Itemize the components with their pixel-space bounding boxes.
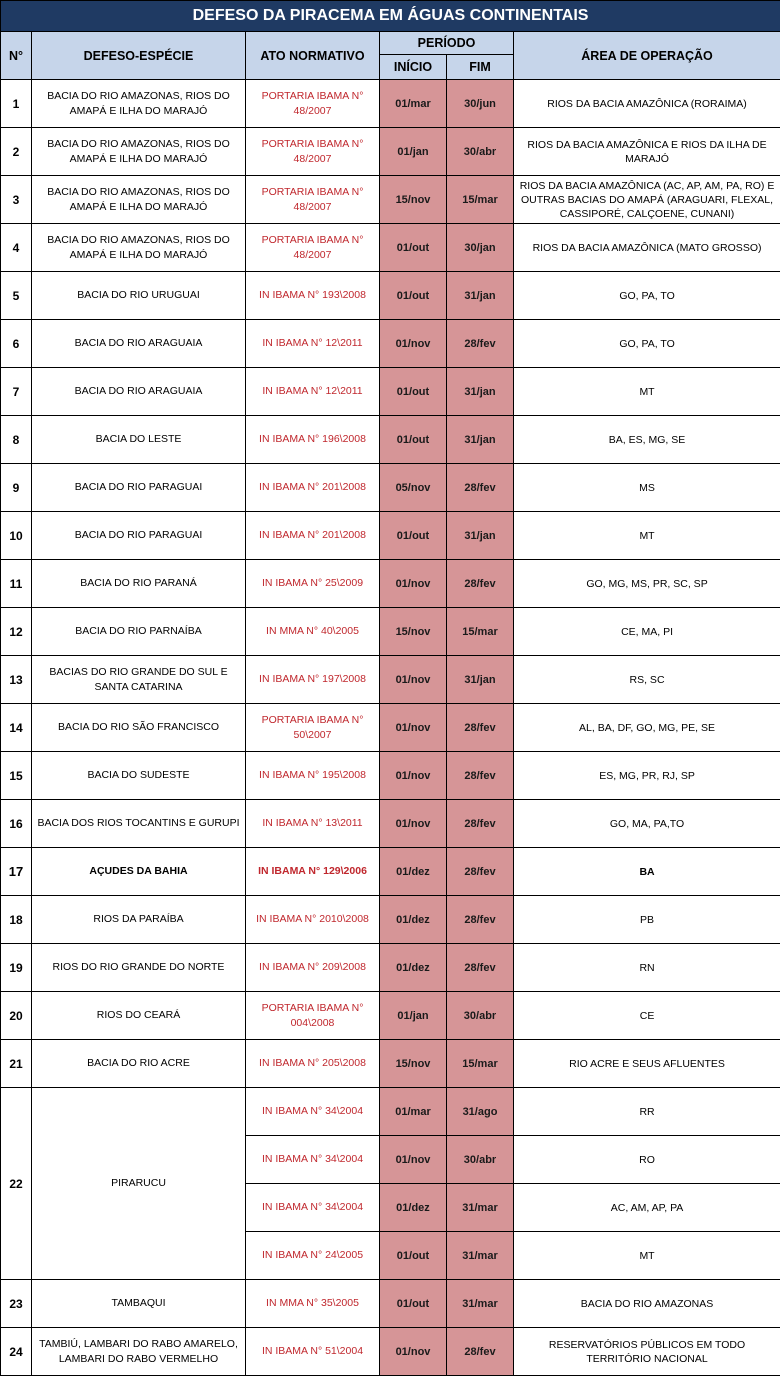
row-area: RESERVATÓRIOS PÚBLICOS EM TODO TERRITÓRIO NACIONAL <box>514 1328 780 1376</box>
row-ato-normativo: IN IBAMA N° 201\2008 <box>246 512 380 560</box>
row-fim: 31/ago <box>447 1088 514 1136</box>
row-ato-normativo: IN IBAMA N° 34\2004 <box>246 1136 380 1184</box>
table-row <box>1 992 780 1040</box>
row-ato-normativo: IN IBAMA N° 205\2008 <box>246 1040 380 1088</box>
row-especie: BACIA DO SUDESTE <box>32 752 246 800</box>
table-row <box>1 368 780 416</box>
row-inicio: 01/mar <box>380 80 447 128</box>
row-number: 4 <box>1 224 32 272</box>
row-area: RIOS DA BACIA AMAZÔNICA (AC, AP, AM, PA, RO) E OUTRAS BACIAS DO AMAPÁ (ARAGUARI, FLEXAL, CASSIPORÉ, CALÇOENE, CUNANI) <box>514 176 780 224</box>
row-area: RR <box>514 1088 780 1136</box>
row-inicio: 01/out <box>380 368 447 416</box>
row-especie: BACIA DO RIO ARAGUAIA <box>32 368 246 416</box>
row-inicio: 01/dez <box>380 944 447 992</box>
table-row <box>1 1328 780 1376</box>
row-number: 7 <box>1 368 32 416</box>
table-row <box>1 80 780 128</box>
row-fim: 30/abr <box>447 128 514 176</box>
row-especie: BACIAS DO RIO GRANDE DO SUL E SANTA CATARINA <box>32 656 246 704</box>
row-number: 19 <box>1 944 32 992</box>
row-fim: 28/fev <box>447 896 514 944</box>
table-row <box>1 656 780 704</box>
row-ato-normativo: PORTARIA IBAMA N° 48/2007 <box>246 176 380 224</box>
row-number: 9 <box>1 464 32 512</box>
table-row <box>1 512 780 560</box>
row-especie: BACIA DO RIO ACRE <box>32 1040 246 1088</box>
row-especie: BACIA DO RIO PARAGUAI <box>32 512 246 560</box>
header-fim: FIM <box>447 55 514 80</box>
table-row <box>1 608 780 656</box>
row-especie: AÇUDES DA BAHIA <box>32 848 246 896</box>
row-inicio: 01/dez <box>380 848 447 896</box>
row-number: 20 <box>1 992 32 1040</box>
row-area: RIOS DA BACIA AMAZÔNICA E RIOS DA ILHA DE MARAJÓ <box>514 128 780 176</box>
row-area: AL, BA, DF, GO, MG, PE, SE <box>514 704 780 752</box>
row-number: 3 <box>1 176 32 224</box>
row-inicio: 01/out <box>380 512 447 560</box>
row-number: 1 <box>1 80 32 128</box>
row-inicio: 01/out <box>380 272 447 320</box>
row-inicio: 01/nov <box>380 1136 447 1184</box>
row-ato-normativo: IN IBAMA N° 51\2004 <box>246 1328 380 1376</box>
row-inicio: 01/out <box>380 224 447 272</box>
row-fim: 15/mar <box>447 608 514 656</box>
row-ato-normativo: IN IBAMA N° 13\2011 <box>246 800 380 848</box>
row-fim: 28/fev <box>447 944 514 992</box>
row-fim: 30/jun <box>447 80 514 128</box>
row-inicio: 01/nov <box>380 560 447 608</box>
row-especie: BACIA DO RIO SÃO FRANCISCO <box>32 704 246 752</box>
row-fim: 15/mar <box>447 1040 514 1088</box>
row-area: GO, MG, MS, PR, SC, SP <box>514 560 780 608</box>
header-inicio: INÍCIO <box>380 55 447 80</box>
row-ato-normativo: IN IBAMA N° 34\2004 <box>246 1184 380 1232</box>
row-fim: 30/abr <box>447 992 514 1040</box>
row-especie: TAMBAQUI <box>32 1280 246 1328</box>
row-especie: BACIA DO RIO PARNAÍBA <box>32 608 246 656</box>
row-area: RIOS DA BACIA AMAZÔNICA (MATO GROSSO) <box>514 224 780 272</box>
row-fim: 28/fev <box>447 1328 514 1376</box>
table-row <box>1 1088 780 1136</box>
row-ato-normativo: IN MMA N° 40\2005 <box>246 608 380 656</box>
row-inicio: 01/nov <box>380 320 447 368</box>
row-especie: BACIA DO LESTE <box>32 416 246 464</box>
row-ato-normativo: PORTARIA IBAMA N° 48/2007 <box>246 128 380 176</box>
table-row <box>1 1280 780 1328</box>
row-fim: 30/jan <box>447 224 514 272</box>
table-row <box>1 1040 780 1088</box>
row-inicio: 15/nov <box>380 176 447 224</box>
row-number: 15 <box>1 752 32 800</box>
row-area: ES, MG, PR, RJ, SP <box>514 752 780 800</box>
row-number: 10 <box>1 512 32 560</box>
table-body <box>1 80 780 1376</box>
row-ato-normativo: IN IBAMA N° 129\2006 <box>246 848 380 896</box>
row-area: PB <box>514 896 780 944</box>
row-inicio: 05/nov <box>380 464 447 512</box>
row-ato-normativo: PORTARIA IBAMA N° 48/2007 <box>246 80 380 128</box>
row-fim: 28/fev <box>447 464 514 512</box>
row-fim: 15/mar <box>447 176 514 224</box>
header-area: ÁREA DE OPERAÇÃO <box>514 32 780 80</box>
row-number: 22 <box>1 1088 32 1280</box>
row-number: 2 <box>1 128 32 176</box>
header-ato: ATO NORMATIVO <box>246 32 380 80</box>
row-especie: BACIA DO RIO AMAZONAS, RIOS DO AMAPÁ E ILHA DO MARAJÓ <box>32 224 246 272</box>
table-row <box>1 416 780 464</box>
row-number: 24 <box>1 1328 32 1376</box>
row-ato-normativo: IN IBAMA N° 197\2008 <box>246 656 380 704</box>
row-area: BA <box>514 848 780 896</box>
row-number: 12 <box>1 608 32 656</box>
row-fim: 28/fev <box>447 800 514 848</box>
row-inicio: 01/out <box>380 1280 447 1328</box>
row-area: RIO ACRE E SEUS AFLUENTES <box>514 1040 780 1088</box>
row-inicio: 01/nov <box>380 1328 447 1376</box>
row-especie: BACIA DO RIO URUGUAI <box>32 272 246 320</box>
row-area: BACIA DO RIO AMAZONAS <box>514 1280 780 1328</box>
row-number: 5 <box>1 272 32 320</box>
row-fim: 31/mar <box>447 1184 514 1232</box>
row-especie: BACIA DO RIO AMAZONAS, RIOS DO AMAPÁ E ILHA DO MARAJÓ <box>32 80 246 128</box>
row-area: MT <box>514 368 780 416</box>
row-ato-normativo: IN IBAMA N° 12\2011 <box>246 320 380 368</box>
table-row <box>1 272 780 320</box>
row-ato-normativo: PORTARIA IBAMA N° 004\2008 <box>246 992 380 1040</box>
row-ato-normativo: IN IBAMA N° 2010\2008 <box>246 896 380 944</box>
row-number: 13 <box>1 656 32 704</box>
table-row <box>1 944 780 992</box>
row-fim: 28/fev <box>447 320 514 368</box>
row-area: AC, AM, AP, PA <box>514 1184 780 1232</box>
row-inicio: 01/nov <box>380 656 447 704</box>
row-number: 8 <box>1 416 32 464</box>
row-ato-normativo: IN IBAMA N° 201\2008 <box>246 464 380 512</box>
row-ato-normativo: IN MMA N° 35\2005 <box>246 1280 380 1328</box>
row-especie: BACIA DO RIO PARANÁ <box>32 560 246 608</box>
row-inicio: 15/nov <box>380 1040 447 1088</box>
row-inicio: 01/dez <box>380 1184 447 1232</box>
row-number: 18 <box>1 896 32 944</box>
row-inicio: 01/out <box>380 1232 447 1280</box>
row-fim: 31/jan <box>447 368 514 416</box>
row-especie: BACIA DO RIO PARAGUAI <box>32 464 246 512</box>
row-especie: RIOS DO RIO GRANDE DO NORTE <box>32 944 246 992</box>
row-especie: BACIA DOS RIOS TOCANTINS E GURUPI <box>32 800 246 848</box>
row-fim: 28/fev <box>447 752 514 800</box>
table-row <box>1 848 780 896</box>
row-inicio: 15/nov <box>380 608 447 656</box>
row-number: 11 <box>1 560 32 608</box>
row-inicio: 01/jan <box>380 992 447 1040</box>
row-number: 6 <box>1 320 32 368</box>
row-ato-normativo: IN IBAMA N° 25\2009 <box>246 560 380 608</box>
table-row <box>1 320 780 368</box>
row-especie: PIRARUCU <box>32 1088 246 1280</box>
row-especie: RIOS DO CEARÁ <box>32 992 246 1040</box>
row-area: CE, MA, PI <box>514 608 780 656</box>
row-especie: TAMBIÚ, LAMBARI DO RABO AMARELO, LAMBARI DO RABO VERMELHO <box>32 1328 246 1376</box>
row-area: RO <box>514 1136 780 1184</box>
table-row <box>1 464 780 512</box>
row-ato-normativo: PORTARIA IBAMA N° 50\2007 <box>246 704 380 752</box>
row-number: 14 <box>1 704 32 752</box>
table-row <box>1 560 780 608</box>
row-area: RS, SC <box>514 656 780 704</box>
row-inicio: 01/nov <box>380 752 447 800</box>
table-row <box>1 224 780 272</box>
row-area: BA, ES, MG, SE <box>514 416 780 464</box>
row-number: 21 <box>1 1040 32 1088</box>
row-ato-normativo: IN IBAMA N° 209\2008 <box>246 944 380 992</box>
table-row <box>1 752 780 800</box>
row-inicio: 01/nov <box>380 800 447 848</box>
row-ato-normativo: IN IBAMA N° 12\2011 <box>246 368 380 416</box>
row-ato-normativo: IN IBAMA N° 196\2008 <box>246 416 380 464</box>
row-fim: 31/mar <box>447 1280 514 1328</box>
table-row <box>1 896 780 944</box>
row-fim: 28/fev <box>447 848 514 896</box>
row-area: GO, MA, PA,TO <box>514 800 780 848</box>
header-periodo: PERÍODO <box>380 32 514 55</box>
row-ato-normativo: IN IBAMA N° 195\2008 <box>246 752 380 800</box>
row-area: MT <box>514 512 780 560</box>
row-inicio: 01/dez <box>380 896 447 944</box>
header-num: N° <box>1 32 32 80</box>
row-fim: 31/jan <box>447 416 514 464</box>
row-especie: BACIA DO RIO AMAZONAS, RIOS DO AMAPÁ E ILHA DO MARAJÓ <box>32 176 246 224</box>
row-fim: 31/jan <box>447 656 514 704</box>
row-area: GO, PA, TO <box>514 320 780 368</box>
row-inicio: 01/nov <box>380 704 447 752</box>
table-row <box>1 128 780 176</box>
row-area: RN <box>514 944 780 992</box>
row-area: RIOS DA BACIA AMAZÔNICA (RORAIMA) <box>514 80 780 128</box>
row-area: MS <box>514 464 780 512</box>
row-fim: 31/mar <box>447 1232 514 1280</box>
table-title: DEFESO DA PIRACEMA EM ÁGUAS CONTINENTAIS <box>1 1 780 32</box>
row-fim: 28/fev <box>447 704 514 752</box>
row-area: CE <box>514 992 780 1040</box>
row-area: GO, PA, TO <box>514 272 780 320</box>
row-fim: 31/jan <box>447 272 514 320</box>
row-ato-normativo: IN IBAMA N° 193\2008 <box>246 272 380 320</box>
row-especie: BACIA DO RIO ARAGUAIA <box>32 320 246 368</box>
row-ato-normativo: PORTARIA IBAMA N° 48/2007 <box>246 224 380 272</box>
row-especie: RIOS DA PARAÍBA <box>32 896 246 944</box>
row-number: 17 <box>1 848 32 896</box>
row-inicio: 01/out <box>380 416 447 464</box>
row-ato-normativo: IN IBAMA N° 34\2004 <box>246 1088 380 1136</box>
row-inicio: 01/mar <box>380 1088 447 1136</box>
row-fim: 28/fev <box>447 560 514 608</box>
row-fim: 31/jan <box>447 512 514 560</box>
header-especie: DEFESO-ESPÉCIE <box>32 32 246 80</box>
row-number: 23 <box>1 1280 32 1328</box>
table-row <box>1 704 780 752</box>
row-inicio: 01/jan <box>380 128 447 176</box>
table-row <box>1 176 780 224</box>
row-especie: BACIA DO RIO AMAZONAS, RIOS DO AMAPÁ E ILHA DO MARAJÓ <box>32 128 246 176</box>
row-fim: 30/abr <box>447 1136 514 1184</box>
row-area: MT <box>514 1232 780 1280</box>
row-number: 16 <box>1 800 32 848</box>
table-row <box>1 800 780 848</box>
row-ato-normativo: IN IBAMA N° 24\2005 <box>246 1232 380 1280</box>
